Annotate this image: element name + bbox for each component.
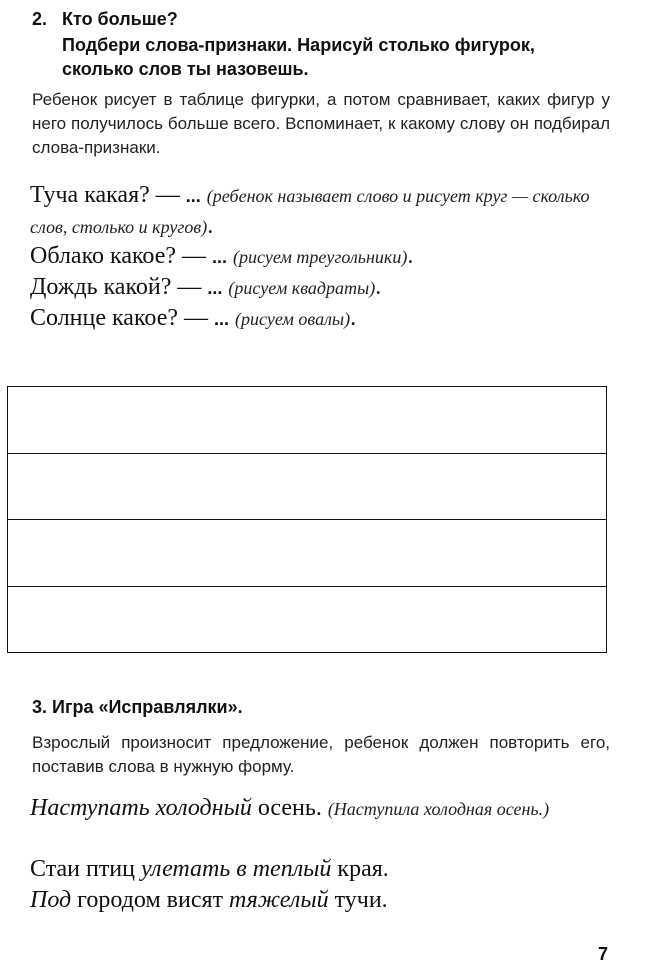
task-2-subtitle-line-2: сколько слов ты назовешь. (62, 59, 309, 79)
sentence-2 (30, 854, 620, 884)
example-sky-cloud (30, 241, 620, 272)
example-end: . (375, 274, 382, 300)
example-note: (рисуем овалы) (235, 309, 351, 329)
task-2-title: Кто больше? (62, 9, 178, 29)
sentence-1-answer: (Наступила холодная осень.) (327, 799, 550, 819)
table-row[interactable] (8, 520, 606, 587)
sentence-3-wrong-word-1: Под (30, 887, 72, 913)
table-row[interactable] (8, 387, 606, 454)
sentence-1-wrong-words: Наступать холодный (30, 795, 252, 821)
example-end: . (407, 243, 414, 269)
example-dots: ... (212, 247, 228, 267)
example-dots: ... (185, 186, 201, 206)
example-cloud (30, 180, 620, 242)
sentence-3 (30, 885, 620, 915)
task-3-instruction: Взрослый произносит предложение, ребенок должен повторить его, поставив слова в нужную форму. (32, 733, 610, 776)
example-end: . (350, 305, 357, 331)
example-question: Туча какая? — (30, 182, 186, 208)
sentence-3-end: тучи. (328, 887, 388, 913)
example-sun (30, 303, 620, 334)
task-3-title: Игра «Исправлялки». (52, 697, 243, 717)
task-2-heading (32, 6, 178, 32)
example-note: (рисуем треугольники) (233, 247, 408, 267)
example-end: . (207, 213, 214, 239)
drawing-table (7, 386, 607, 653)
task-3-heading (32, 694, 243, 720)
sentence-1-rest: осень. (251, 795, 322, 821)
example-rain (30, 272, 620, 303)
task-3-number: 3. (32, 697, 48, 717)
example-note: (рисуем квадраты) (228, 278, 376, 298)
example-note: (ребенок называет слово и рисует круг — сколько слов, столько и кругов) (30, 186, 590, 237)
sentence-3-wrong-word-2: тяжелый (229, 887, 329, 913)
sentence-2-end: края. (331, 856, 389, 882)
table-row[interactable] (8, 454, 606, 521)
task-2-subtitle-line-1: Подбери слова-признаки. Нарисуй столько фигурок, (62, 35, 535, 55)
task-2-instruction: Ребенок рисует в таблице фигурки, а потом сравнивает, каких фигур у него получилось больше всего. Вспоминает, к какому слову он подбирал слова-признаки. (32, 90, 610, 157)
sentence-2-start: Стаи птиц (30, 856, 141, 882)
example-question: Солнце какое? — (30, 305, 214, 331)
example-dots: ... (214, 309, 230, 329)
sentence-3-middle: городом висят (71, 887, 230, 913)
task-2-number: 2. (32, 9, 48, 29)
sentence-1 (30, 793, 620, 824)
example-question: Дождь какой? — (30, 274, 208, 300)
example-question: Облако какое? — (30, 243, 213, 269)
page-number: 7 (597, 944, 608, 964)
sentence-2-wrong-words: улетать в теплый (141, 856, 332, 882)
table-row[interactable] (8, 587, 606, 654)
example-dots: ... (207, 278, 223, 298)
